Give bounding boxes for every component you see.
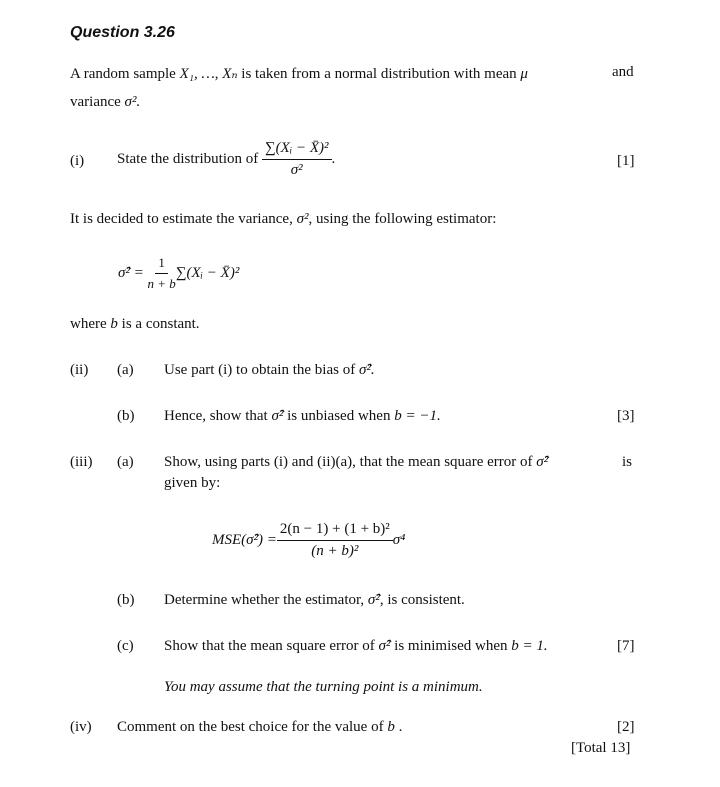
part-iii-c-sym: σ̂² (378, 638, 391, 654)
estimator-formula (118, 250, 239, 296)
part-ii-label: (ii) (70, 362, 89, 378)
mse-fraction (277, 521, 393, 560)
part-ii-b-cond: b = −1. (394, 408, 441, 424)
estimator-where (70, 316, 200, 333)
part-iii-c-cond: b = 1. (511, 638, 548, 654)
part-iii-b-text: Determine whether the estimator, (164, 592, 365, 608)
part-iii-a-line1 (164, 454, 548, 471)
intro-variance: variance (70, 94, 121, 110)
estimator-frac-numerator: 1 (155, 255, 168, 274)
total-marks: [Total 13] (571, 740, 631, 756)
estimator-fraction (148, 255, 176, 292)
mse-numerator: 2(n − 1) + (1 + b)² (277, 521, 393, 541)
part-iv-sym: b (387, 719, 395, 735)
part-iii-b-label: (b) (117, 592, 135, 608)
part-ii-a-body (164, 362, 375, 379)
part-ii-b-label: (b) (117, 408, 135, 424)
intro-line-2 (70, 94, 140, 111)
part-iii-c-body (164, 638, 548, 655)
part-iv-end: . (398, 719, 403, 735)
estimator-intro (70, 211, 496, 228)
part-ii-a-sym: σ̂². (358, 362, 375, 378)
part-iii-c-text2: is minimised when (394, 638, 508, 654)
part-ii-b-text: Hence, show that (164, 408, 268, 424)
intro-sigma2: σ². (124, 94, 141, 110)
part-iii-b-text2: , is consistent. (379, 592, 465, 608)
estimator-frac-denominator: n + b (147, 275, 176, 291)
estimator-intro-sigma: σ² (296, 211, 309, 227)
part-iii-a-sym: σ̂² (536, 454, 549, 470)
estimator-intro-text: It is decided to estimate the variance, (70, 211, 293, 227)
part-i-period: . (331, 150, 336, 167)
part-iv-marks: [2] (617, 719, 635, 735)
part-ii-b-text2: is unbiased when (287, 408, 391, 424)
part-i-text: State the distribution of (117, 150, 259, 167)
part-i-frac-denominator: σ² (290, 161, 303, 178)
part-ii-b-sym: σ̂² (271, 408, 284, 424)
mse-tail: σ⁴ (392, 531, 406, 548)
part-iii-a-label: (a) (117, 454, 134, 470)
question-title: Question 3.26 (70, 24, 175, 41)
where-end: is a constant. (121, 316, 200, 332)
part-ii-a-text: Use part (i) to obtain the bias of (164, 362, 356, 378)
part-iii-c-text: Show that the mean square error of (164, 638, 375, 654)
part-iv-text: Comment on the best choice for the value of (117, 719, 384, 735)
part-iii-a-line2: given by: (164, 475, 221, 491)
part-iii-note: You may assume that the turning point is a minimum. (164, 679, 483, 695)
mse-formula (212, 514, 405, 566)
part-iii-a-text: Show, using parts (i) and (ii)(a), that the mean square error of (164, 454, 533, 470)
part-iv-label: (iv) (70, 719, 92, 735)
intro-mu: μ (520, 66, 528, 82)
intro-text-2: is taken from a normal distribution with mean (241, 66, 517, 82)
where-text: where (70, 316, 107, 332)
estimator-rhs: ∑(Xᵢ − X̄)² (175, 264, 240, 281)
mse-denominator: (n + b)² (311, 542, 359, 559)
part-i-label: (i) (70, 153, 85, 169)
part-iii-a-is: is (622, 454, 633, 470)
part-i-frac-numerator: ∑(Xᵢ − X̄)² (262, 140, 332, 160)
where-b: b (110, 316, 118, 332)
part-ii-a-label: (a) (117, 362, 134, 378)
intro-sample: X₁, …, Xₙ (179, 66, 238, 82)
part-i-fraction (262, 140, 332, 179)
part-ii-b-body (164, 408, 441, 425)
part-iii-marks: [7] (617, 638, 635, 654)
part-iii-label: (iii) (70, 454, 93, 470)
part-iii-c-label: (c) (117, 638, 134, 654)
intro-and: and (612, 64, 634, 80)
estimator-lhs: σ̂² = (118, 264, 144, 281)
part-iii-b-sym: σ̂² (367, 592, 380, 608)
estimator-intro-end: , using the following estimator: (308, 211, 497, 227)
intro-line-1 (70, 64, 528, 83)
part-iii-b-body (164, 592, 465, 609)
part-i-body (117, 134, 335, 184)
part-iv-body (117, 719, 402, 736)
part-ii-marks: [3] (617, 408, 635, 424)
mse-lhs: MSE(σ̂²) = (212, 531, 277, 548)
intro-text-1: A random sample (70, 66, 176, 82)
part-i-marks: [1] (617, 153, 635, 169)
